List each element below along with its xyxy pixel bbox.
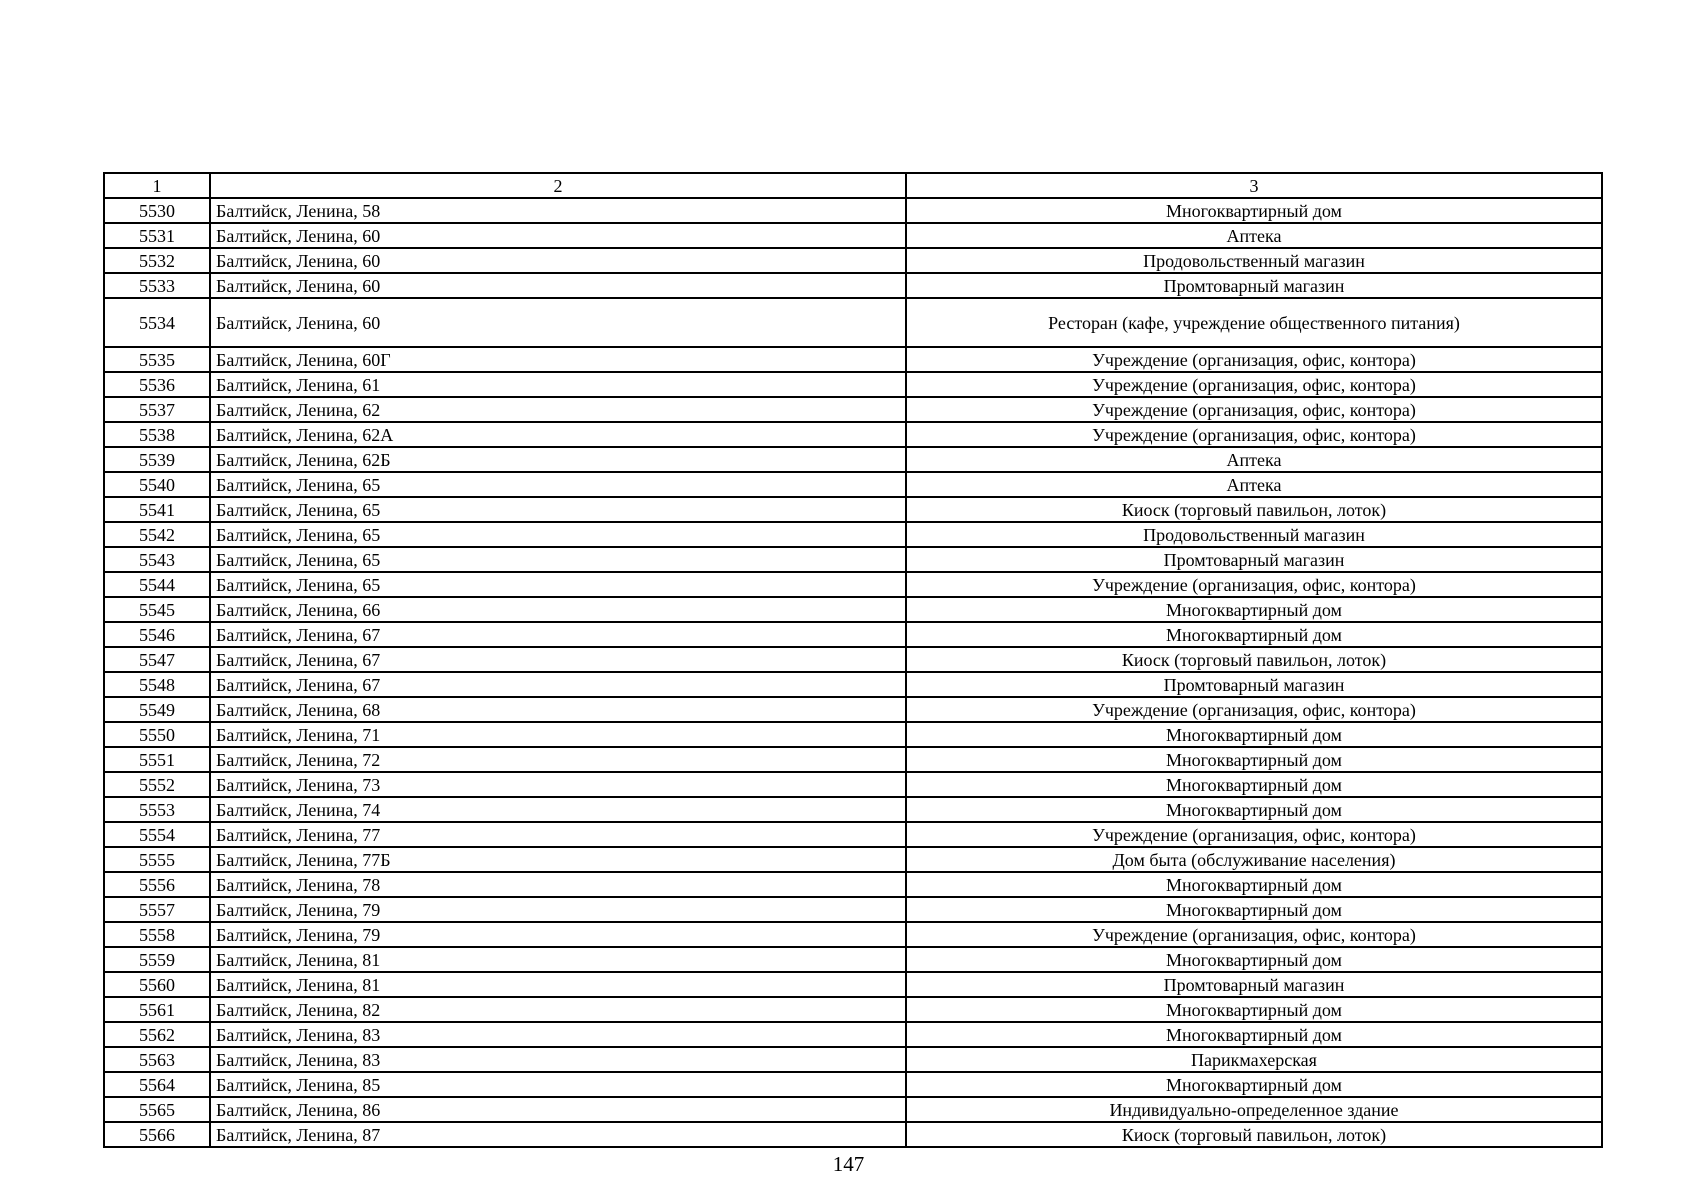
table-row <box>104 922 1602 947</box>
address-cell: Балтийск, Ленина, 87 <box>210 1122 906 1147</box>
row-number-cell: 5549 <box>104 697 210 722</box>
object-type-cell: Многоквартирный дом <box>906 722 1602 747</box>
object-type-cell: Многоквартирный дом <box>906 622 1602 647</box>
address-cell: Балтийск, Ленина, 60 <box>210 298 906 347</box>
address-cell: Балтийск, Ленина, 81 <box>210 947 906 972</box>
column-header-2: 2 <box>210 173 906 198</box>
table-row <box>104 672 1602 697</box>
table-row <box>104 622 1602 647</box>
object-type-cell: Многоквартирный дом <box>906 747 1602 772</box>
row-number-cell: 5556 <box>104 872 210 897</box>
address-cell: Балтийск, Ленина, 67 <box>210 647 906 672</box>
row-number-cell: 5566 <box>104 1122 210 1147</box>
object-type-cell: Аптека <box>906 472 1602 497</box>
row-number-cell: 5533 <box>104 273 210 298</box>
object-type-cell: Киоск (торговый павильон, лоток) <box>906 647 1602 672</box>
row-number-cell: 5548 <box>104 672 210 697</box>
address-cell: Балтийск, Ленина, 68 <box>210 697 906 722</box>
header-row <box>104 173 1602 198</box>
object-type-cell: Многоквартирный дом <box>906 1072 1602 1097</box>
table-row <box>104 772 1602 797</box>
address-cell: Балтийск, Ленина, 81 <box>210 972 906 997</box>
object-type-cell: Парикмахерская <box>906 1047 1602 1072</box>
row-number-cell: 5539 <box>104 447 210 472</box>
object-type-cell: Продовольственный магазин <box>906 522 1602 547</box>
object-type-cell: Учреждение (организация, офис, контора) <box>906 372 1602 397</box>
table-row <box>104 273 1602 298</box>
row-number-cell: 5534 <box>104 298 210 347</box>
row-number-cell: 5545 <box>104 597 210 622</box>
table-row <box>104 897 1602 922</box>
address-cell: Балтийск, Ленина, 77 <box>210 822 906 847</box>
table-row <box>104 547 1602 572</box>
address-cell: Балтийск, Ленина, 86 <box>210 1097 906 1122</box>
table-row <box>104 372 1602 397</box>
table-row <box>104 1097 1602 1122</box>
object-type-cell: Индивидуально-определенное здание <box>906 1097 1602 1122</box>
object-type-cell: Многоквартирный дом <box>906 897 1602 922</box>
address-cell: Балтийск, Ленина, 60 <box>210 248 906 273</box>
object-type-cell: Киоск (торговый павильон, лоток) <box>906 497 1602 522</box>
address-cell: Балтийск, Ленина, 60 <box>210 273 906 298</box>
table-row <box>104 1022 1602 1047</box>
address-cell: Балтийск, Ленина, 77Б <box>210 847 906 872</box>
table-row <box>104 422 1602 447</box>
table-row <box>104 972 1602 997</box>
address-cell: Балтийск, Ленина, 65 <box>210 572 906 597</box>
object-type-cell: Аптека <box>906 447 1602 472</box>
address-cell: Балтийск, Ленина, 61 <box>210 372 906 397</box>
table-row <box>104 947 1602 972</box>
address-cell: Балтийск, Ленина, 60 <box>210 223 906 248</box>
object-type-cell: Промтоварный магазин <box>906 672 1602 697</box>
address-cell: Балтийск, Ленина, 65 <box>210 522 906 547</box>
table-row <box>104 797 1602 822</box>
address-cell: Балтийск, Ленина, 74 <box>210 797 906 822</box>
address-cell: Балтийск, Ленина, 65 <box>210 472 906 497</box>
row-number-cell: 5531 <box>104 223 210 248</box>
table-row <box>104 1122 1602 1147</box>
row-number-cell: 5537 <box>104 397 210 422</box>
address-cell: Балтийск, Ленина, 62А <box>210 422 906 447</box>
row-number-cell: 5546 <box>104 622 210 647</box>
row-number-cell: 5565 <box>104 1097 210 1122</box>
table-row <box>104 198 1602 223</box>
table-row <box>104 347 1602 372</box>
address-cell: Балтийск, Ленина, 78 <box>210 872 906 897</box>
object-type-cell: Многоквартирный дом <box>906 797 1602 822</box>
table-row <box>104 298 1602 347</box>
table-row <box>104 1047 1602 1072</box>
row-number-cell: 5554 <box>104 822 210 847</box>
address-cell: Балтийск, Ленина, 79 <box>210 922 906 947</box>
table-row <box>104 997 1602 1022</box>
table-row <box>104 497 1602 522</box>
row-number-cell: 5558 <box>104 922 210 947</box>
address-cell: Балтийск, Ленина, 73 <box>210 772 906 797</box>
row-number-cell: 5541 <box>104 497 210 522</box>
row-number-cell: 5538 <box>104 422 210 447</box>
object-type-cell: Аптека <box>906 223 1602 248</box>
address-cell: Балтийск, Ленина, 60Г <box>210 347 906 372</box>
table-row <box>104 697 1602 722</box>
object-type-cell: Учреждение (организация, офис, контора) <box>906 572 1602 597</box>
address-cell: Балтийск, Ленина, 67 <box>210 622 906 647</box>
object-type-cell: Многоквартирный дом <box>906 872 1602 897</box>
row-number-cell: 5560 <box>104 972 210 997</box>
row-number-cell: 5540 <box>104 472 210 497</box>
table-row <box>104 397 1602 422</box>
row-number-cell: 5544 <box>104 572 210 597</box>
row-number-cell: 5543 <box>104 547 210 572</box>
table-row <box>104 747 1602 772</box>
object-type-cell: Промтоварный магазин <box>906 273 1602 298</box>
address-cell: Балтийск, Ленина, 62Б <box>210 447 906 472</box>
data-table <box>103 172 1603 1148</box>
object-type-cell: Многоквартирный дом <box>906 772 1602 797</box>
table-row <box>104 1072 1602 1097</box>
row-number-cell: 5550 <box>104 722 210 747</box>
object-type-cell: Киоск (торговый павильон, лоток) <box>906 1122 1602 1147</box>
address-cell: Балтийск, Ленина, 85 <box>210 1072 906 1097</box>
object-type-cell: Многоквартирный дом <box>906 947 1602 972</box>
row-number-cell: 5564 <box>104 1072 210 1097</box>
row-number-cell: 5559 <box>104 947 210 972</box>
row-number-cell: 5555 <box>104 847 210 872</box>
address-cell: Балтийск, Ленина, 79 <box>210 897 906 922</box>
row-number-cell: 5551 <box>104 747 210 772</box>
address-cell: Балтийск, Ленина, 82 <box>210 997 906 1022</box>
table-row <box>104 847 1602 872</box>
table-row <box>104 722 1602 747</box>
row-number-cell: 5536 <box>104 372 210 397</box>
row-number-cell: 5562 <box>104 1022 210 1047</box>
address-cell: Балтийск, Ленина, 66 <box>210 597 906 622</box>
table-row <box>104 522 1602 547</box>
row-number-cell: 5535 <box>104 347 210 372</box>
object-type-cell: Многоквартирный дом <box>906 1022 1602 1047</box>
object-type-cell: Многоквартирный дом <box>906 198 1602 223</box>
address-cell: Балтийск, Ленина, 83 <box>210 1047 906 1072</box>
address-cell: Балтийск, Ленина, 71 <box>210 722 906 747</box>
row-number-cell: 5553 <box>104 797 210 822</box>
address-cell: Балтийск, Ленина, 83 <box>210 1022 906 1047</box>
address-cell: Балтийск, Ленина, 65 <box>210 547 906 572</box>
row-number-cell: 5542 <box>104 522 210 547</box>
table-row <box>104 822 1602 847</box>
object-type-cell: Учреждение (организация, офис, контора) <box>906 347 1602 372</box>
object-type-cell: Учреждение (организация, офис, контора) <box>906 422 1602 447</box>
address-cell: Балтийск, Ленина, 62 <box>210 397 906 422</box>
column-header-3: 3 <box>906 173 1602 198</box>
object-type-cell: Учреждение (организация, офис, контора) <box>906 822 1602 847</box>
object-type-cell: Дом быта (обслуживание населения) <box>906 847 1602 872</box>
row-number-cell: 5563 <box>104 1047 210 1072</box>
object-type-cell: Многоквартирный дом <box>906 597 1602 622</box>
address-cell: Балтийск, Ленина, 58 <box>210 198 906 223</box>
object-type-cell: Учреждение (организация, офис, контора) <box>906 697 1602 722</box>
table-row <box>104 223 1602 248</box>
page-number: 147 <box>832 1152 865 1176</box>
object-type-cell: Многоквартирный дом <box>906 997 1602 1022</box>
table-header <box>104 173 1602 198</box>
row-number-cell: 5547 <box>104 647 210 672</box>
object-type-cell: Учреждение (организация, офис, контора) <box>906 397 1602 422</box>
address-cell: Балтийск, Ленина, 72 <box>210 747 906 772</box>
table-body <box>104 198 1602 1147</box>
row-number-cell: 5532 <box>104 248 210 273</box>
table-row <box>104 647 1602 672</box>
row-number-cell: 5530 <box>104 198 210 223</box>
object-type-cell: Промтоварный магазин <box>906 547 1602 572</box>
address-cell: Балтийск, Ленина, 65 <box>210 497 906 522</box>
object-type-cell: Промтоварный магазин <box>906 972 1602 997</box>
table-row <box>104 572 1602 597</box>
address-cell: Балтийск, Ленина, 67 <box>210 672 906 697</box>
table-row <box>104 597 1602 622</box>
table-row <box>104 872 1602 897</box>
table-row <box>104 248 1602 273</box>
table-row <box>104 447 1602 472</box>
row-number-cell: 5552 <box>104 772 210 797</box>
object-type-cell: Продовольственный магазин <box>906 248 1602 273</box>
row-number-cell: 5561 <box>104 997 210 1022</box>
row-number-cell: 5557 <box>104 897 210 922</box>
object-type-cell: Ресторан (кафе, учреждение общественного питания) <box>906 298 1602 347</box>
column-header-1: 1 <box>104 173 210 198</box>
object-type-cell: Учреждение (организация, офис, контора) <box>906 922 1602 947</box>
table-row <box>104 472 1602 497</box>
